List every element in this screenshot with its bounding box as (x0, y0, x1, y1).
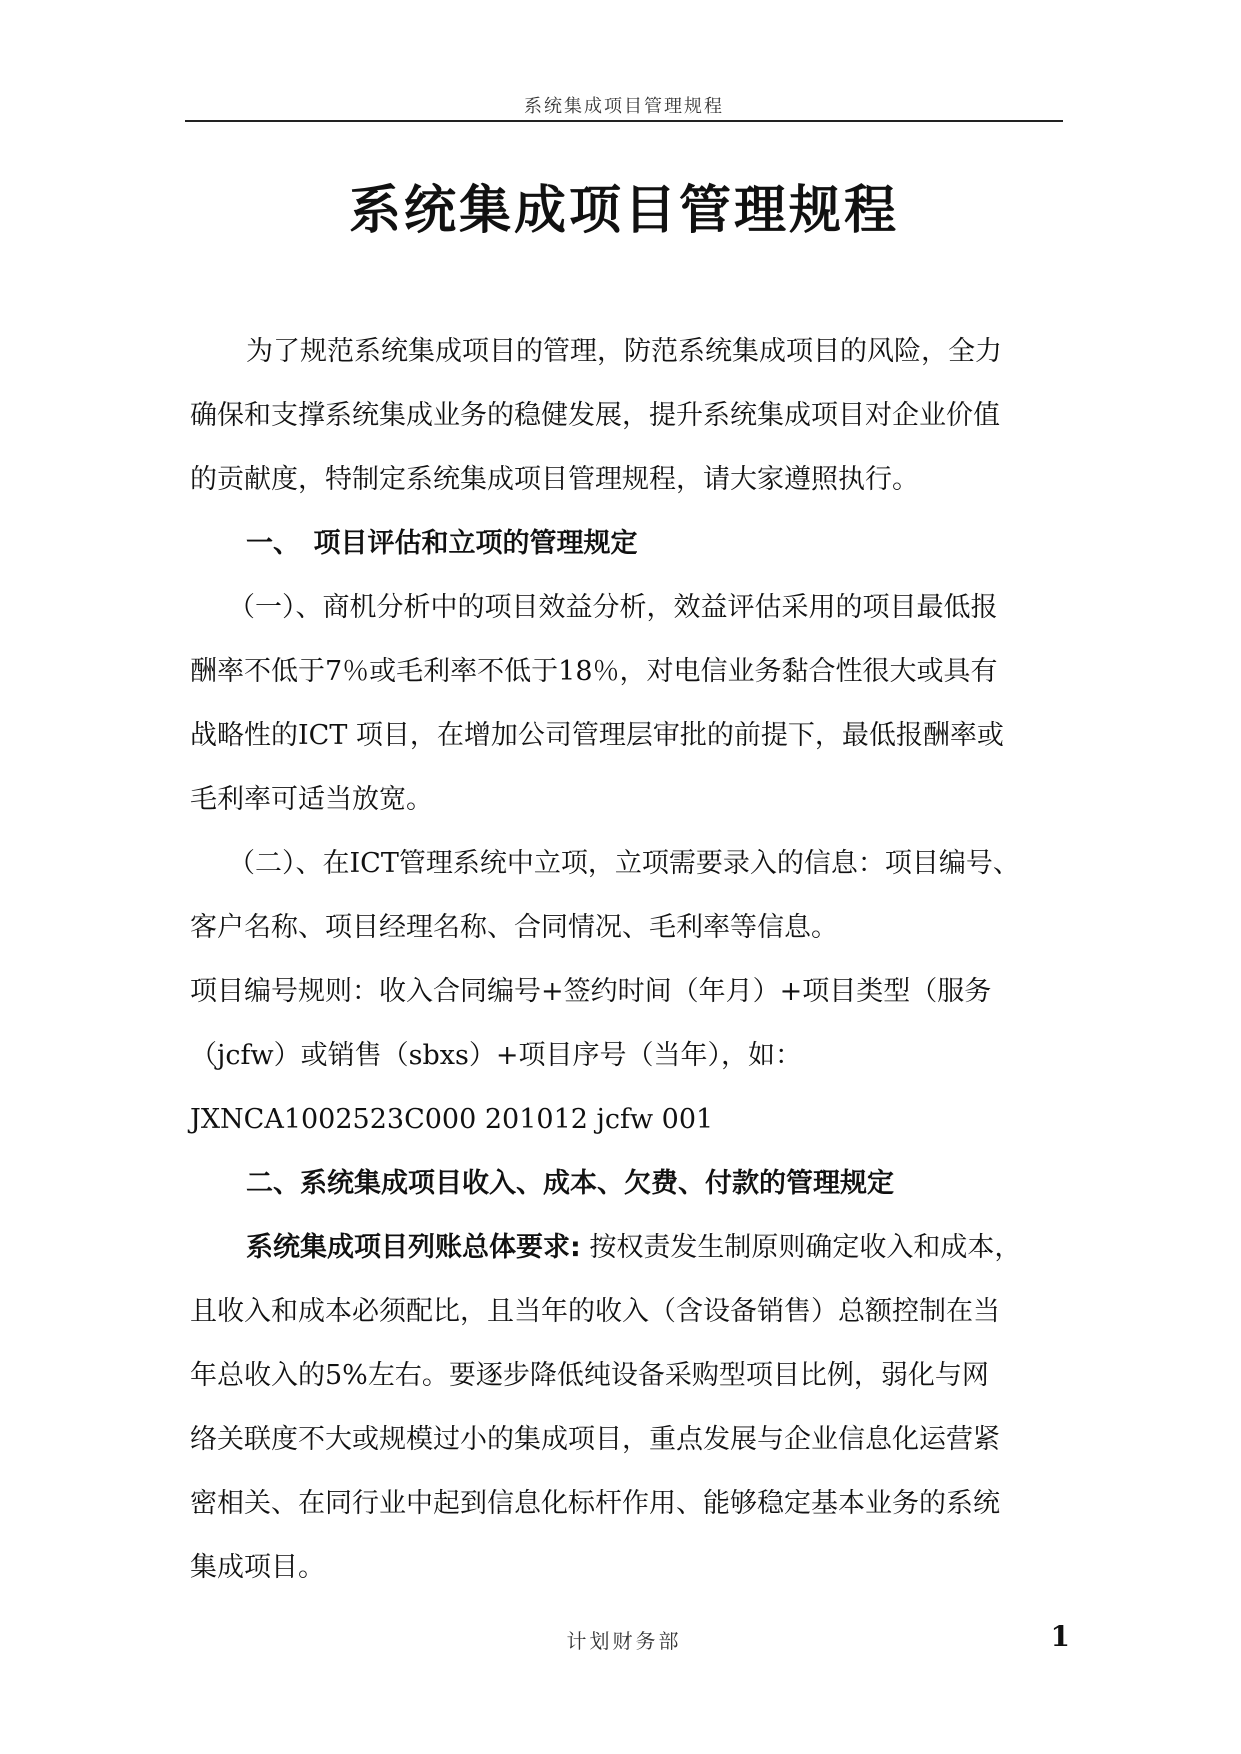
numbering-rule-example: JXNCA1002523C000 201012 jcfw 001 (190, 1104, 714, 1135)
requirement-line: 年总收入的5%左右。要逐步降低纯设备采购型项目比例，弱化与网 (190, 1360, 989, 1391)
requirement-text: 按权责发生制原则确定收入和成本， (580, 1232, 1022, 1263)
requirement-line: 络关联度不大或规模过小的集成项目，重点发展与企业信息化运营紧 (190, 1424, 1000, 1455)
header-divider (185, 120, 1063, 122)
requirement-label: 系统集成项目列账总体要求: (246, 1232, 581, 1263)
section-heading-1: 一、 项目评估和立项的管理规定 (246, 528, 638, 559)
running-header: 系统集成项目管理规程 (524, 96, 724, 117)
item1-line: 酬率不低于7％或毛利率不低于18％，对电信业务黏合性很大或具有 (190, 656, 998, 687)
footer-department: 计划财务部 (566, 1629, 682, 1653)
intro-line: 的贡献度，特制定系统集成项目管理规程，请大家遵照执行。 (190, 464, 919, 495)
requirement-line: 密相关、在同行业中起到信息化标杆作用、能够稳定基本业务的系统 (190, 1488, 1000, 1519)
document-body (190, 320, 1068, 1600)
item2-line: 客户名称、项目经理名称、合同情况、毛利率等信息。 (190, 912, 838, 943)
numbering-rule-line: 项目编号规则：收入合同编号+签约时间（年月）+项目类型（服务 (190, 976, 992, 1007)
intro-line: 为了规范系统集成项目的管理，防范系统集成项目的风险，全力 (246, 336, 1002, 367)
item1-line: 毛利率可适当放宽。 (190, 784, 433, 815)
requirement-line: 集成项目。 (190, 1552, 325, 1583)
item1-line: （一）、商机分析中的项目效益分析，效益评估采用的项目最低报 (228, 592, 998, 623)
intro-line: 确保和支撑系统集成业务的稳健发展，提升系统集成项目对企业价值 (190, 400, 1000, 431)
document-title: 系统集成项目管理规程 (348, 181, 899, 241)
requirement-line (190, 1216, 1068, 1280)
section-heading-2: 二、系统集成项目收入、成本、欠费、付款的管理规定 (246, 1168, 894, 1199)
item2-line: （二）、在ICT管理系统中立项，立项需要录入的信息：项目编号、 (228, 848, 1020, 879)
requirement-line: 且收入和成本必须配比，且当年的收入（含设备销售）总额控制在当 (190, 1296, 1000, 1327)
numbering-rule-line: （jcfw）或销售（sbxs）+项目序号（当年），如： (190, 1040, 802, 1071)
page-number: 1 (1050, 1620, 1070, 1653)
item1-line: 战略性的ICT 项目，在增加公司管理层审批的前提下，最低报酬率或 (190, 720, 1004, 751)
